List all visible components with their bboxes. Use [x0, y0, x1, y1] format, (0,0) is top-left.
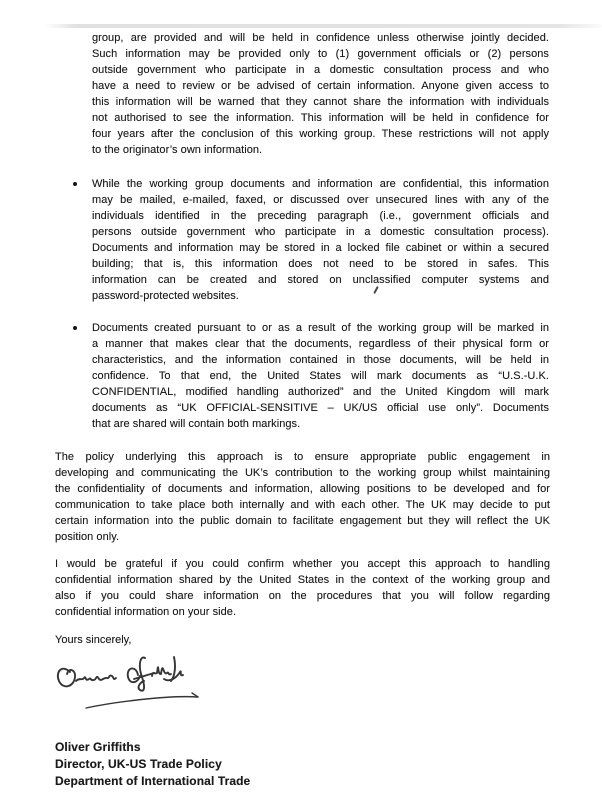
sender-title: Director, UK-US Trade Policy [55, 757, 222, 771]
sender-name: Oliver Griffiths [55, 740, 141, 754]
paragraph-line: characteristics, and the information contained in those documents, will be held in [92, 354, 549, 366]
paragraph-line: information can be created and stored on unclassified computer systems and [92, 274, 549, 286]
paragraph-line: certain information into the public domain to facilitate engagement but they will reflect the UK [55, 515, 550, 527]
paragraph-line: Such information may be provided only to (1) government officials or (2) persons [92, 48, 549, 60]
paragraph-line: also if you could share information on the procedures that you will follow regarding [55, 590, 550, 602]
bullet-marker [73, 182, 77, 186]
paragraph-line: not authorised to see the information. This information will be held in confidence for [92, 112, 549, 124]
paragraph-line: individuals identified in the preceding paragraph (i.e., government officials and [92, 210, 549, 222]
paragraph-line: building; that is, this information does not need to be stored in safes. This [92, 258, 549, 270]
signature-block [55, 739, 250, 790]
paragraph-line: outside government who participate in a domestic consultation process and who [92, 64, 549, 76]
paragraph-line: communication to take place both internally and with each other. The UK may decide to put [55, 499, 550, 511]
paragraph-line: may be mailed, e-mailed, faxed, or discussed over unsecured lines with any of the [92, 194, 549, 206]
request-paragraph [55, 556, 550, 620]
paragraph-line: The policy underlying this approach is to ensure appropriate public engagement in [55, 451, 550, 463]
paragraph-line: four years after the conclusion of this working group. These restrictions will not apply [92, 128, 549, 140]
paragraph-line: Documents and information may be stored in a locked file cabinet or within a secured [92, 242, 549, 254]
paragraph-line: this information will be warned that they cannot share the information with individuals [92, 96, 549, 108]
bullet-item-confidential-handling [92, 176, 549, 304]
paragraph-line: that are shared will contain both markings. [92, 418, 301, 430]
paragraph-line: documents as “UK OFFICIAL-SENSITIVE – UK/US official use only”. Documents [92, 402, 549, 414]
paragraph-line: position only. [55, 531, 120, 543]
paragraph-line: CONFIDENTIAL, modified handling authorized” and the United Kingdom will mark [92, 386, 549, 398]
paragraph-line: confidential information on your side. [55, 606, 237, 618]
paragraph-line: While the working group documents and information are confidential, this information [92, 178, 549, 190]
policy-paragraph [55, 449, 550, 545]
paragraph-line: the confidentiality of documents and information, allowing positions to be developed and for [55, 483, 550, 495]
paragraph-line: persons outside government who participate in a domestic consultation process). [92, 226, 549, 238]
paragraph-line: have a need to review or be advised of certain information. Anyone given access to [92, 80, 549, 92]
closing-salutation: Yours sincerely, [55, 634, 132, 646]
paragraph-line: password-protected websites. [92, 290, 239, 302]
bullet-marker [73, 326, 77, 330]
paragraph-line: developing and communicating the UK’s contribution to the working group whilst maintaining [55, 467, 550, 479]
handwritten-signature [50, 650, 210, 720]
paragraph-line: I would be grateful if you could confirm whether you accept this approach to handling [55, 558, 550, 570]
intro-paragraph [92, 30, 549, 158]
sender-department: Department of International Trade [55, 774, 251, 788]
paragraph-line: confidential information shared by the United States in the context of the working group and [55, 574, 550, 586]
paragraph-line: group, are provided and will be held in confidence unless otherwise jointly decided. [92, 32, 549, 44]
paragraph-line: confidence. To that end, the United States will mark documents as “U.S.-U.K. [92, 370, 549, 382]
scan-artifact-band [44, 24, 602, 28]
paragraph-line: a manner that makes clear that the documents, regardless of their physical form or [92, 338, 549, 350]
paragraph-line: to the originator’s own information. [92, 144, 263, 156]
bullet-item-document-marking [92, 320, 549, 432]
paragraph-line: Documents created pursuant to or as a result of the working group will be marked in [92, 322, 549, 334]
